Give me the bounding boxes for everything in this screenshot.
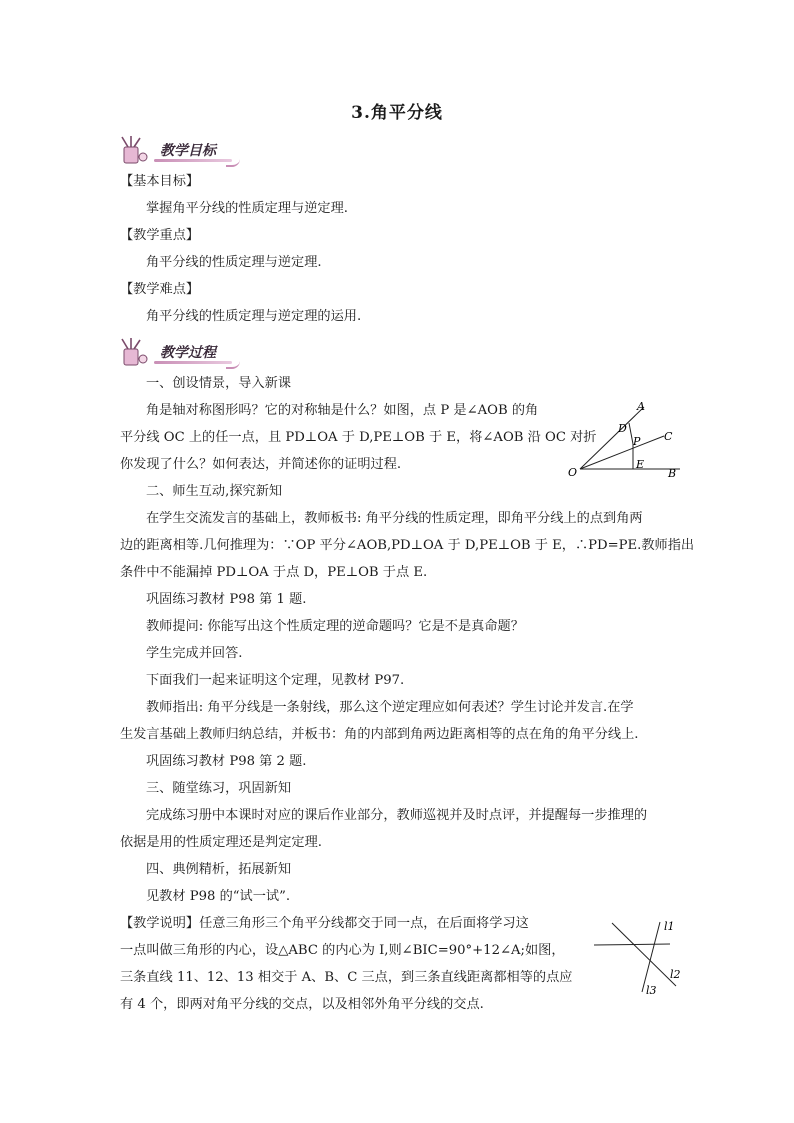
line-label-l2: l2: [670, 968, 681, 981]
point-label-p: P: [633, 435, 641, 448]
paragraph: 有 4 个，即两对角平分线的交点，以及相邻外角平分线的交点.: [120, 997, 484, 1012]
step-heading-4: 四、典例精析，拓展新知: [146, 862, 292, 877]
subheading-basic-goal: 【基本目标】: [120, 174, 200, 189]
paragraph: 见教材 P98 的“试一试”.: [146, 889, 291, 904]
paragraph: 依据是用的性质定理还是判定定理.: [120, 835, 323, 850]
angle-bisector-figure: [560, 396, 690, 480]
page-title: 3.角平分线: [351, 103, 443, 123]
section-badge-label: 教学过程: [154, 340, 226, 364]
paragraph: 一点叫做三角形的内心，设△ABC 的内心为 I,则∠BIC=90°+12∠A;如图，: [120, 943, 565, 958]
three-lines-figure: [588, 914, 688, 998]
paragraph: 学生完成并回答.: [146, 646, 243, 661]
step-heading-1: 一、创设情景，导入新课: [146, 376, 292, 391]
paragraph: 掌握角平分线的性质定理与逆定理.: [146, 201, 349, 216]
point-label-a: A: [637, 400, 645, 413]
paragraph: 巩固练习教材 P98 第 2 题.: [146, 754, 307, 769]
step-heading-3: 三、随堂练习，巩固新知: [146, 781, 292, 796]
point-label-e: E: [636, 458, 645, 471]
paragraph: 巩固练习教材 P98 第 1 题.: [146, 592, 307, 607]
paragraph: 教师提问: 你能写出这个性质定理的逆命题吗？它是不是真命题？: [146, 619, 524, 634]
point-label-c: C: [664, 430, 673, 443]
badge-underline-tail: [226, 361, 240, 369]
point-label-d: D: [618, 422, 627, 435]
paragraph: 你发现了什么？如何表达，并简述你的证明过程.: [120, 457, 402, 472]
line-label-l3: l3: [646, 984, 657, 997]
paragraph: 角平分线的性质定理与逆定理.: [146, 255, 322, 270]
section-badge-label: 教学目标: [154, 138, 226, 162]
pen-holder-icon: [116, 135, 152, 165]
section-badge-teaching-process: [116, 337, 226, 367]
paragraph: 条件中不能漏掉 PD⊥OA 于点 D，PE⊥OB 于点 E.: [120, 565, 428, 580]
paragraph: 教师指出: 角平分线是一条射线，那么这个逆定理应如何表述？学生讨论并发言.在学: [146, 700, 634, 715]
pen-holder-icon: [116, 337, 152, 367]
paragraph: 下面我们一起来证明这个定理，见教材 P97.: [146, 673, 405, 688]
paragraph: 边的距离相等.几何推理为：∵OP 平分∠AOB,PD⊥OA 于 D,PE⊥OB 于 E，∴PD=PE.教师指出: [120, 538, 695, 553]
step-heading-2: 二、师生互动,探究新知: [146, 484, 283, 499]
paragraph: 角是轴对称图形吗？它的对称轴是什么？如图，点 P 是∠AOB 的角: [146, 403, 539, 418]
point-label-b: B: [668, 467, 677, 480]
paragraph: 【教学说明】任意三角形三个角平分线都交于同一点，在后面将学习这: [120, 916, 529, 931]
line-label-l1: l1: [664, 920, 675, 933]
subheading-difficulty: 【教学难点】: [120, 282, 200, 297]
paragraph: 生发言基础上教师归纳总结，并板书：角的内部到角两边距离相等的点在角的角平分线上.: [120, 727, 639, 742]
paragraph: 在学生交流发言的基础上，教师板书: 角平分线的性质定理，即角平分线上的点到角两: [146, 511, 643, 526]
paragraph: 角平分线的性质定理与逆定理的运用.: [146, 309, 362, 324]
subheading-key-point: 【教学重点】: [120, 228, 200, 243]
paragraph: 三条直线 11、12、13 相交于 A、B、C 三点，到三条直线距离都相等的点应: [120, 970, 573, 985]
badge-underline-tail: [226, 159, 240, 167]
point-label-o: O: [568, 466, 578, 479]
section-badge-teaching-goals: [116, 135, 226, 165]
paragraph: 完成练习册中本课时对应的课后作业部分，教师巡视并及时点评，并提醒每一步推理的: [146, 808, 648, 823]
paragraph: 平分线 OC 上的任一点，且 PD⊥OA 于 D,PE⊥OB 于 E，将∠AOB 沿 OC 对折: [120, 430, 597, 445]
